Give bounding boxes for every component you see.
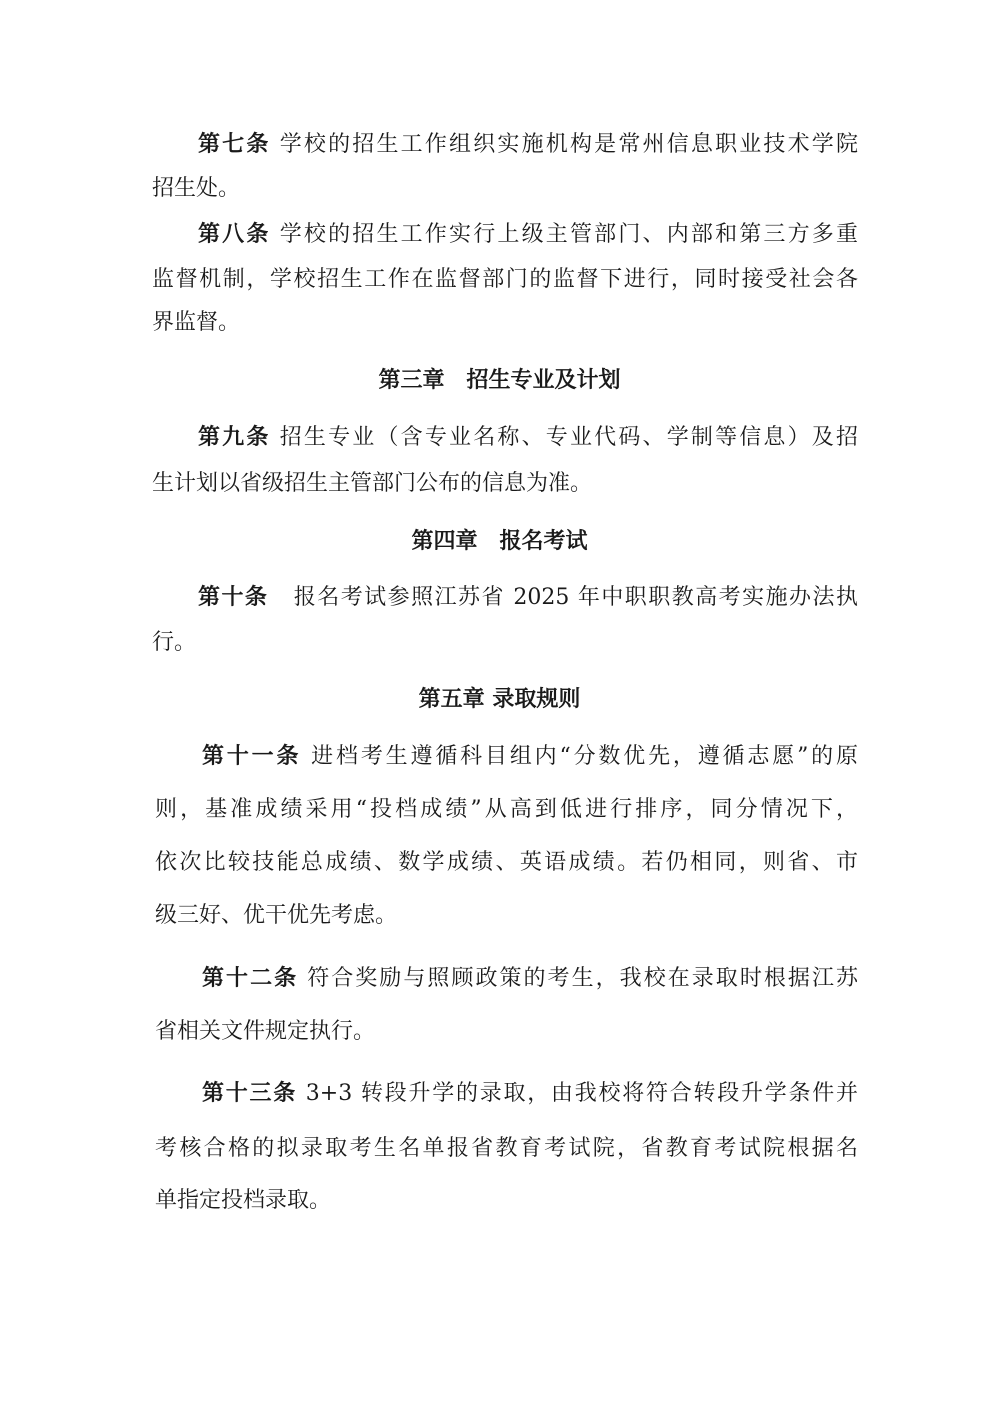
article-7-line-2: 招生处。 (152, 176, 241, 201)
article-11-line-4: 级三好、优干优先考虑。 (155, 903, 398, 928)
chapter-5-heading: 第五章 录取规则 (418, 687, 581, 712)
article-8-label: 第八条 (198, 222, 271, 247)
article-11-line-3: 依次比较技能总成绩、数学成绩、英语成绩。若仍相同，则省、市 (155, 850, 858, 875)
article-7-label: 第七条 (198, 132, 271, 157)
article-13-line-2: 考核合格的拟录取考生名单报省教育考试院，省教育考试院根据名 (155, 1136, 858, 1161)
article-11-line-1: 第十一条 进档考生遵循科目组内“分数优先，遵循志愿”的原 (202, 744, 858, 769)
article-8-line-3: 界监督。 (152, 310, 241, 335)
article-13-line-3: 单指定投档录取。 (155, 1188, 332, 1213)
article-9-label: 第九条 (198, 425, 271, 450)
article-10-line-1: 第十条 报名考试参照江苏省 2025 年中职职教高考实施办法执 (198, 585, 858, 610)
article-11-label: 第十一条 (202, 744, 302, 769)
article-12-line-1: 第十二条 符合奖励与照顾政策的考生，我校在录取时根据江苏 (202, 966, 858, 991)
article-12-label: 第十二条 (202, 966, 299, 991)
article-8-line-1: 第八条 学校的招生工作实行上级主管部门、内部和第三方多重 (198, 222, 858, 247)
chapter-4-heading: 第四章 报名考试 (411, 529, 588, 554)
article-9-line-2: 生计划以省级招生主管部门公布的信息为准。 (152, 471, 593, 496)
article-10-line-2: 行。 (152, 630, 197, 655)
article-8-line-2: 监督机制，学校招生工作在监督部门的监督下进行，同时接受社会各 (152, 267, 858, 292)
article-10-label: 第十条 (198, 585, 269, 610)
article-13-label: 第十三条 (202, 1081, 298, 1106)
chapter-3-heading: 第三章 招生专业及计划 (378, 368, 621, 393)
article-9-line-1: 第九条 招生专业（含专业名称、专业代码、学制等信息）及招 (198, 425, 858, 450)
article-7-line-1: 第七条 学校的招生工作组织实施机构是常州信息职业技术学院 (198, 132, 858, 157)
article-11-line-2: 则，基准成绩采用“投档成绩”从高到低进行排序，同分情况下， (155, 797, 858, 822)
article-12-line-2: 省相关文件规定执行。 (155, 1019, 376, 1044)
article-13-line-1: 第十三条 3+3 转段升学的录取，由我校将符合转段升学条件并 (202, 1081, 858, 1106)
